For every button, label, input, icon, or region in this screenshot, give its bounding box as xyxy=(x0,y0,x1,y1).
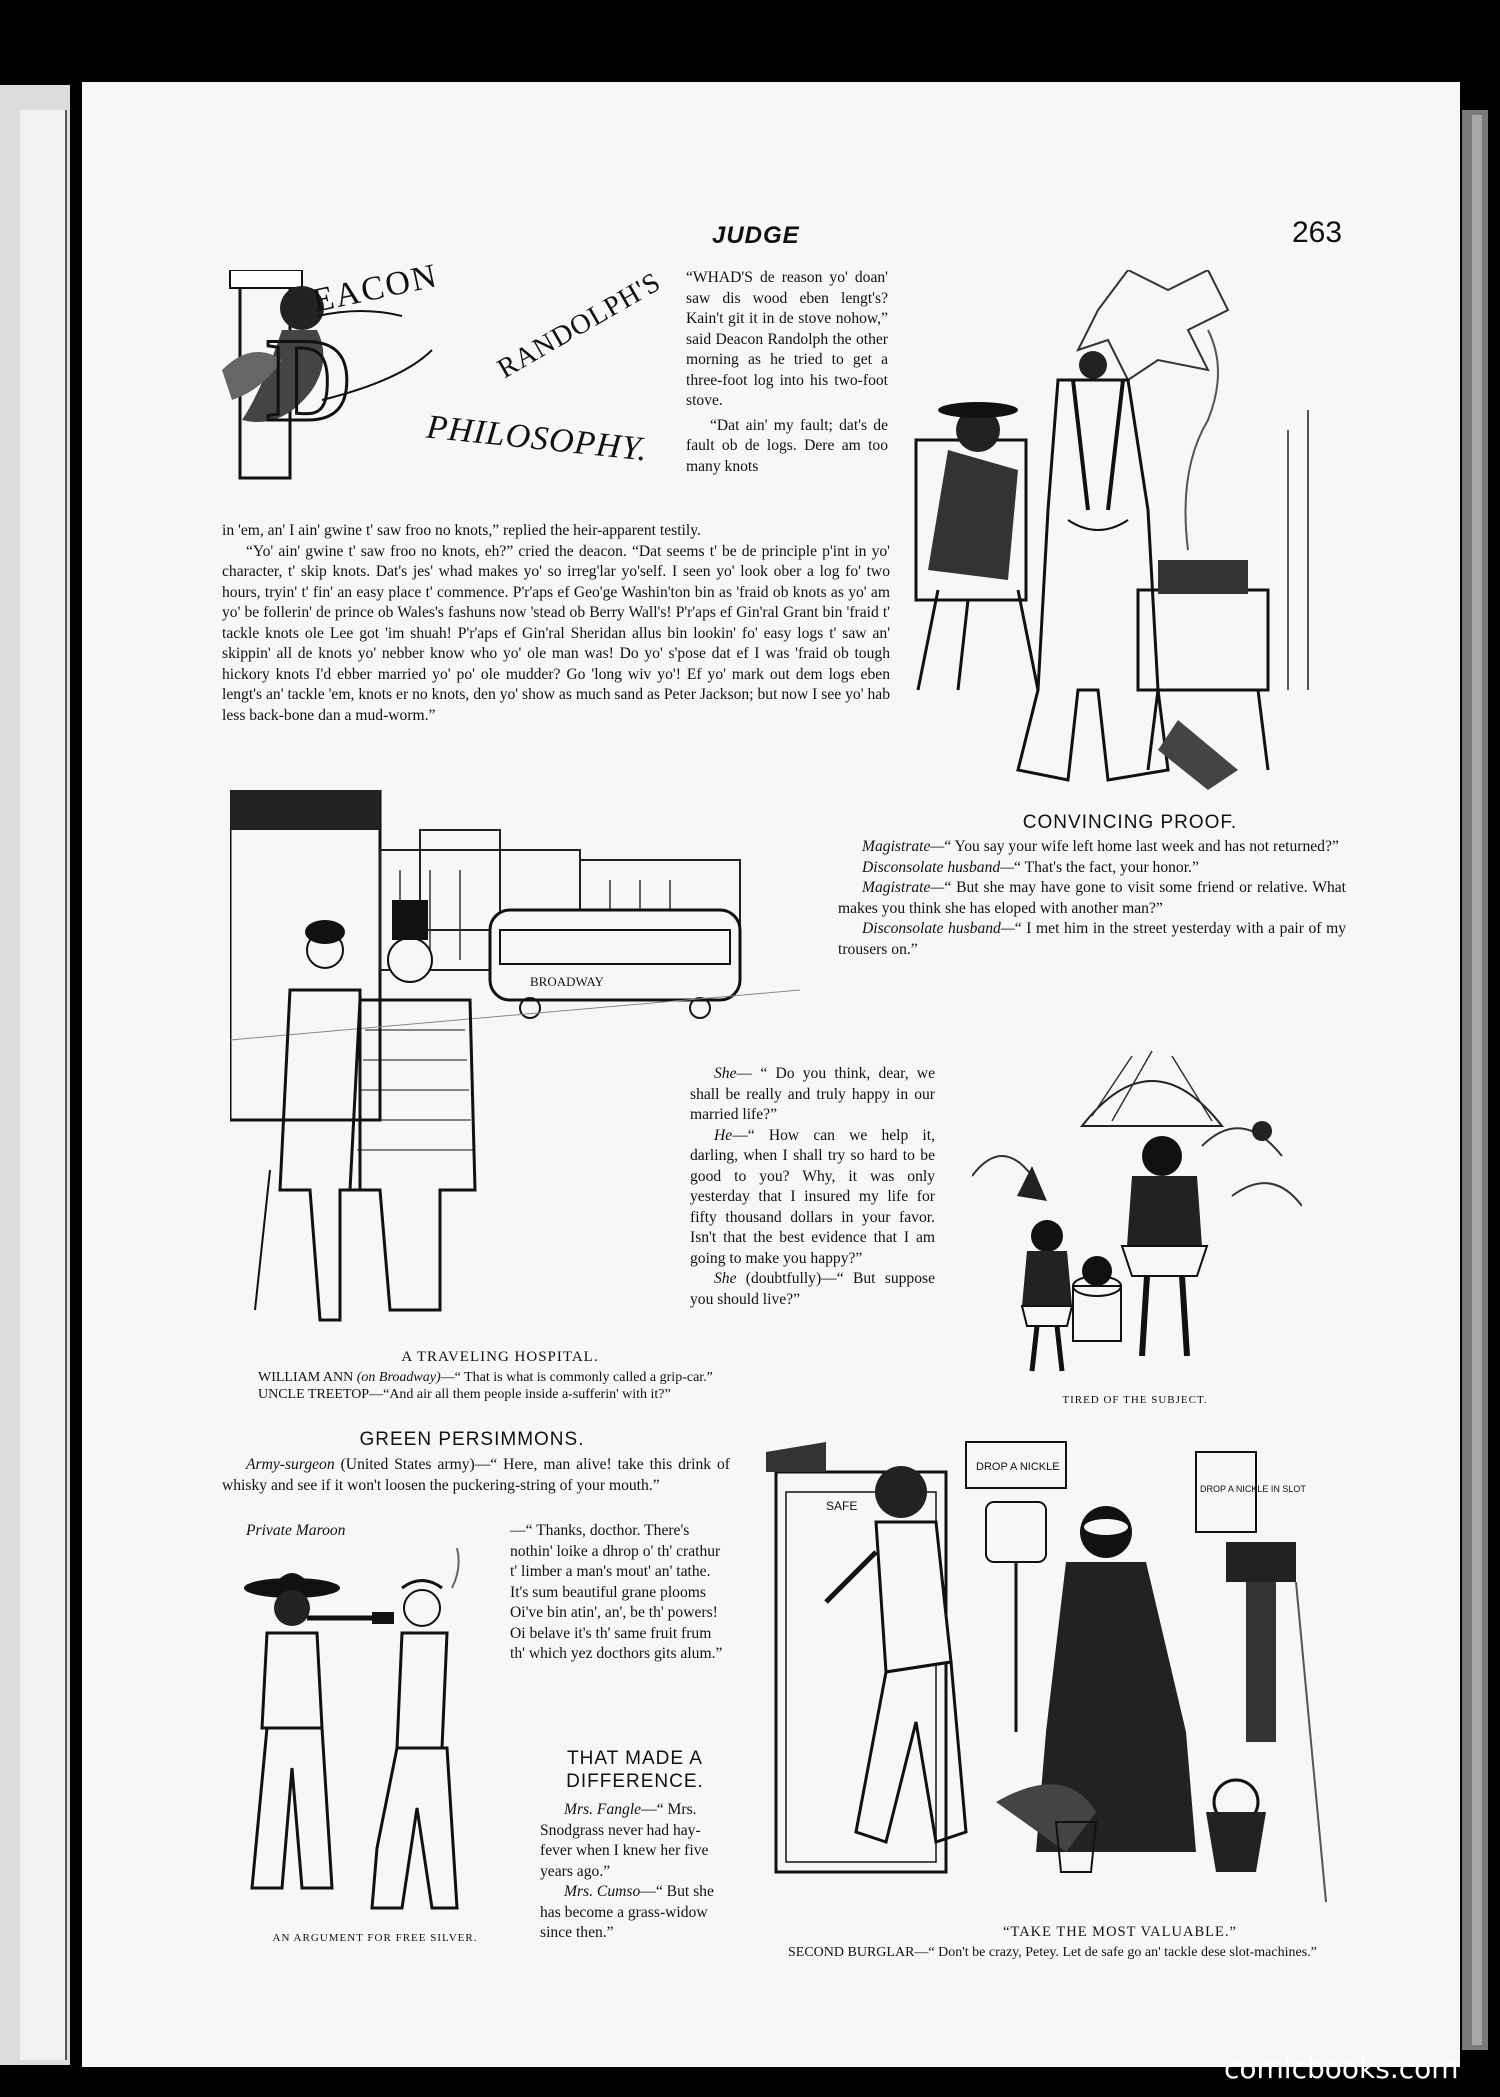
married-line-3: (doubtfully)—“ But suppose you should live?” xyxy=(690,1270,935,1308)
maroon-quote: —“ Thanks, docthor. There's nothin' loike a dhrop o' th' crathur t' limber a man's mout' an' tathe. It's sum beautiful grane plooms Oi've bin atin', an', be th' powers! Oi belave it's th' same fruit frum th' which yez docthors gits alum.” xyxy=(510,1522,723,1662)
hospital-caption-line2 xyxy=(258,1386,778,1403)
convincing-line-1: “ You say your wife left home last week and has not returned?” xyxy=(944,838,1339,855)
william-ann-quote: —“ That is what is commonly called a grip-car.” xyxy=(440,1370,713,1385)
convincing-line-4: “ I met him in the street yesterday with a pair of my trousers on.” xyxy=(838,920,1346,958)
title-randolphs: RANDOLPH'S xyxy=(492,266,667,385)
uncle-treetop-quote: —“And air all them people inside a-sufferin' with it?” xyxy=(369,1387,671,1402)
magazine-title: JUDGE xyxy=(712,222,800,249)
persimmons-maroon-text xyxy=(510,1521,730,1665)
tired-caption: TIRED OF THE SUBJECT. xyxy=(1062,1394,1208,1406)
title-philosophy: PHILOSOPHY. xyxy=(424,408,650,469)
speaker-second-burglar: SECOND BURGLAR xyxy=(788,1945,915,1960)
hospital-caption-title: A TRAVELING HOSPITAL. xyxy=(401,1349,599,1365)
convincing-line-3: “ But she may have gone to visit some friend or relative. What makes you think she has eloped with another man?” xyxy=(838,879,1346,917)
deacon-opening-paragraph: “WHAD'S de reason yo' doan' saw dis wood eben lengt's? Kain't git it in de stove nohow,” said Deacon Randolph the other morning as he tried to get a three-foot log into his two-foot stove. xyxy=(686,269,888,409)
valuable-caption-text xyxy=(788,1944,1348,1961)
most-valuable-illustration xyxy=(766,1432,1346,1912)
speaker-she-2: She xyxy=(714,1270,737,1287)
slot-sign-1: DROP A NICKLE xyxy=(976,1461,1060,1473)
difference-heading-line1: THAT MADE A xyxy=(567,1748,703,1769)
hospital-caption-line1 xyxy=(258,1369,778,1386)
speaker-husband-1: Disconsolate husband— xyxy=(862,858,1015,876)
persimmons-surgeon-text xyxy=(222,1455,730,1496)
page-stack-edge-inner xyxy=(1472,115,1482,2045)
speaker-mrs-fangle: Mrs. Fangle xyxy=(564,1801,642,1818)
streetcar-sign: BROADWAY xyxy=(530,974,604,989)
speaker-he: He xyxy=(714,1126,733,1144)
married-line-1: — “ Do you think, dear, we shall be really and truly happy in our married life?” xyxy=(690,1065,935,1123)
difference-heading-line2: DIFFERENCE. xyxy=(566,1771,704,1792)
green-persimmons-heading: GREEN PERSIMMONS. xyxy=(359,1429,585,1450)
convincing-line-2: “ That's the fact, your honor.” xyxy=(1014,858,1199,876)
left-page-paper xyxy=(20,110,67,2060)
title-eacon: EACON xyxy=(309,257,442,320)
speaker-army-surgeon: Army-surgeon xyxy=(246,1456,335,1473)
fangle-quote: —“ Mrs. Snodgrass never had hay-fever when I knew her five years ago.” xyxy=(540,1801,709,1880)
deacon-reply-line: in 'em, an' I ain' gwine t' saw froo no knots,” replied the heir-apparent testily. xyxy=(222,522,701,539)
convincing-proof-text xyxy=(838,837,1346,960)
speaker-william-ann: WILLIAM ANN xyxy=(258,1370,354,1385)
married-line-2: —“ How can we help it, darling, when I shall try so hard to be good to you? Why, it was only yesterday that I insured my life for fifty thousand dollars in your favor. Isn't that the best evidence that I am going to make you happy?” xyxy=(690,1126,935,1267)
aside-on-broadway: (on Broadway) xyxy=(356,1370,441,1385)
speaker-she-1: She xyxy=(714,1065,737,1082)
speaker-private-maroon: Private Maroon xyxy=(246,1522,346,1539)
free-silver-illustration xyxy=(222,1548,504,1918)
tired-of-subject-illustration xyxy=(972,1036,1302,1388)
convincing-proof-heading: CONVINCING PROOF. xyxy=(1022,812,1238,833)
deacon-and-son-illustration xyxy=(908,270,1322,790)
drop-cap-d: D xyxy=(266,313,353,446)
cumso-quote: —“ But she has become a grass-widow since then.” xyxy=(540,1883,714,1941)
speaker-mrs-cumso: Mrs. Cumso xyxy=(564,1883,641,1900)
difference-text xyxy=(540,1800,730,1944)
deacon-sermon-paragraph: “Yo' ain' gwine t' saw froo no knots, eh?” cried the deacon. “Dat seems t' be de principle p'int in yo' character, t' skip knots. Dat's jes' whad makes yo' so irreg'lar yo'self. I seen yo' look ober a log fo' two hours, tryin' t' fin' an easy place t' commence. P'r'aps ef Geo'ge Washin'ton bin as 'fraid ob knots as yo' am yo' be follerin' de prince ob Wales's fashuns now 'stead ob Berry Wall's! P'r'aps ef Gin'ral Grant bin 'fraid t' tackle knots ole Lee got 'im shuah! P'r'aps ef Gin'ral Sheridan allus bin lookin' fo' easy logs t' saw an' skippin' all de knots yo' nebber know who yo' ole man was! Do yo' s'pose dat ef I was 'fraid ob tough hickory knots I'd ebber married yo' po' ole mudder? Go 'long wiv yo'! Ef yo' mark out dem logs eben lengt's an' tackle 'em, knots er no knots, den yo' show as much sand as Peter Jackson; but now I see yo' hab less back-bone dan a mud-worm.” xyxy=(222,542,890,724)
speaker-husband-2: Disconsolate husband— xyxy=(862,920,1015,937)
surgeon-quote: (United States army)—“ Here, man alive! take this drink of whisky and see if it won't loosen the puckering-string of your mouth.” xyxy=(222,1456,730,1494)
burglar-quote: —“ Don't be crazy, Petey. Let de safe go an' tackle dese slot-machines.” xyxy=(914,1945,1317,1960)
safe-label: SAFE xyxy=(826,1499,858,1513)
speaker-uncle-treetop: UNCLE TREETOP xyxy=(258,1387,370,1402)
slot-sign-2: DROP A NICKLE IN SLOT xyxy=(1200,1484,1306,1494)
page-number: 263 xyxy=(1292,216,1343,249)
speaker-magistrate-2: Magistrate— xyxy=(862,879,945,896)
deacon-second-paragraph: “Dat ain' my fault; dat's de fault ob de logs. Dere am too many knots xyxy=(686,416,888,475)
watermark: comicbooks.com xyxy=(1224,2052,1459,2085)
married-life-dialogue xyxy=(690,1064,935,1310)
free-silver-caption: AN ARGUMENT FOR FREE SILVER. xyxy=(272,1932,478,1944)
valuable-caption-title: “TAKE THE MOST VALUABLE.” xyxy=(1003,1924,1237,1940)
speaker-magistrate-1: Magistrate— xyxy=(862,838,945,855)
